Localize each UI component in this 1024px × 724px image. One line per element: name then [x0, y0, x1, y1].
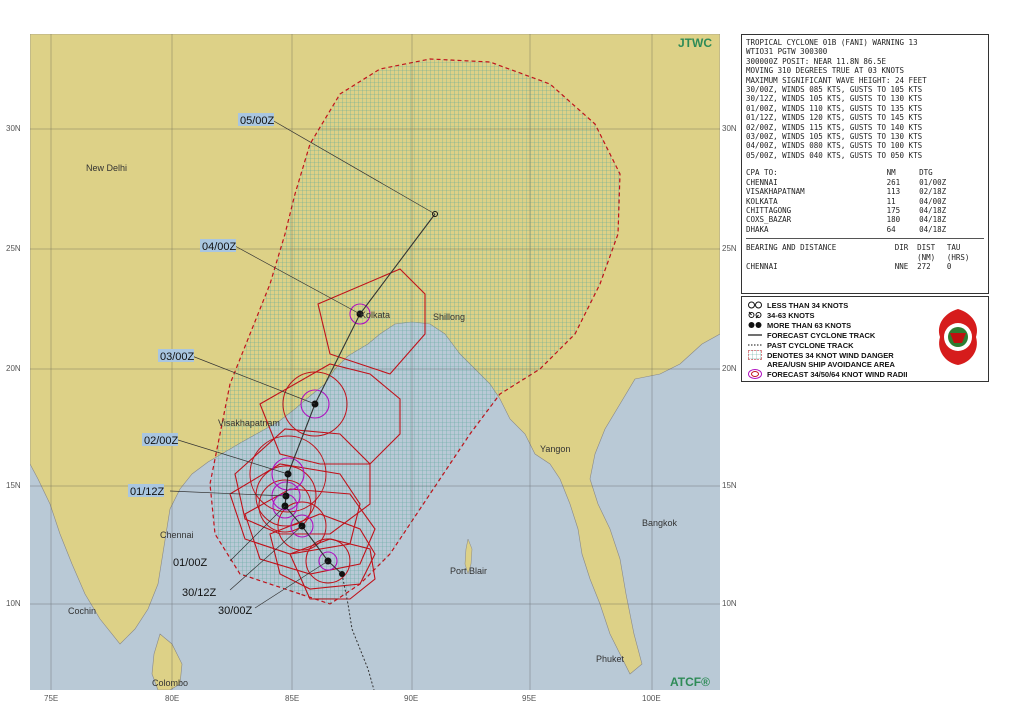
lon-label-95: 95E — [522, 694, 537, 703]
storm-filled-icon — [748, 320, 762, 330]
bearing-unit-nm: (NM) — [917, 252, 936, 262]
legend-item — [748, 310, 815, 320]
track-label-0112 — [128, 484, 165, 498]
warning-title: TROPICAL CYCLONE 01B (FANI) WARNING 13 — [746, 38, 918, 47]
cpa-nm: 11 — [886, 196, 896, 206]
warning-line: 01/12Z, WINDS 120 KTS, GUSTS TO 145 KTS — [746, 113, 923, 123]
warning-line: 300000Z POSIT: NEAR 11.8N 86.5E — [746, 56, 886, 66]
bearing-table — [746, 243, 984, 271]
warning-line: 04/00Z, WINDS 080 KTS, GUSTS TO 100 KTS — [746, 141, 923, 151]
city-yangon: Yangon — [540, 444, 571, 454]
city-bangkok: Bangkok — [642, 518, 678, 528]
storm-symbol-icon — [748, 310, 762, 320]
bearing-header-dist: DIST — [917, 243, 936, 253]
wind-radii-icon — [748, 369, 762, 379]
warning-line: MOVING 310 DEGREES TRUE AT 03 KNOTS — [746, 66, 905, 76]
city-visakhapatnam: Visakhapatnam — [218, 418, 280, 428]
bearing-dist: 272 — [917, 261, 931, 271]
track-label-03 — [158, 349, 195, 363]
svg-text:05/00Z: 05/00Z — [240, 115, 275, 127]
cpa-dtg: 04/18Z — [919, 215, 947, 225]
warning-panel — [741, 34, 989, 294]
lat-label-left-30: 30N — [6, 124, 21, 133]
cpa-place: CHENNAI — [746, 177, 778, 187]
cpa-nm: 261 — [886, 177, 901, 187]
bearing-place: CHENNAI — [746, 261, 778, 271]
cpa-place: CHITTAGONG — [746, 205, 792, 215]
legend-item — [748, 300, 848, 310]
lat-label-right-15: 15N — [722, 481, 737, 490]
warning-line: 30/12Z, WINDS 105 KTS, GUSTS TO 130 KTS — [746, 94, 923, 104]
legend-label: MORE THAN 63 KNOTS — [767, 320, 852, 330]
legend-panel — [741, 296, 989, 382]
cpa-place: DHAKA — [746, 224, 769, 234]
lat-label-right-20: 20N — [722, 364, 737, 373]
lon-label-75: 75E — [44, 694, 59, 703]
cpa-place: VISAKHAPATNAM — [746, 187, 805, 197]
table-row — [746, 215, 984, 224]
cyclone-map — [30, 34, 720, 690]
warning-line: 03/00Z, WINDS 105 KTS, GUSTS TO 130 KTS — [746, 132, 923, 142]
city-port-blair: Port Blair — [450, 566, 488, 576]
warning-line: 30/00Z, WINDS 085 KTS, GUSTS TO 105 KTS — [746, 85, 923, 95]
org-label-top: JTWC — [678, 36, 712, 50]
lat-label-left-20: 20N — [6, 364, 21, 373]
track-label-05 — [238, 113, 275, 127]
cpa-dtg: 04/00Z — [919, 196, 947, 206]
bearing-tau: 0 — [946, 261, 952, 271]
lon-label-80: 80E — [165, 694, 180, 703]
cpa-header-place: CPA TO: — [746, 168, 778, 178]
legend-item — [748, 340, 854, 350]
track-label-3012: 30/12Z — [182, 587, 217, 599]
cpa-place: KOLKATA — [746, 196, 778, 206]
cpa-dtg: 04/18Z — [919, 205, 947, 215]
legend-label: DENOTES 34 KNOT WIND DANGER — [767, 350, 894, 360]
table-row — [746, 197, 984, 206]
track-label-0100: 01/00Z — [173, 557, 208, 569]
warning-line: 02/00Z, WINDS 115 KTS, GUSTS TO 140 KTS — [746, 122, 923, 132]
legend-item — [748, 320, 851, 330]
warning-line: 05/00Z, WINDS 040 KTS, GUSTS TO 050 KTS — [746, 150, 923, 160]
lat-label-left-25: 25N — [6, 244, 21, 253]
city-chennai: Chennai — [160, 530, 194, 540]
bearing-dir: NNE — [894, 261, 909, 271]
dashed-line-icon — [748, 340, 762, 350]
svg-text:03/00Z: 03/00Z — [160, 351, 195, 363]
city-cochin: Cochin — [68, 606, 97, 616]
bearing-header: BEARING AND DISTANCE — [746, 243, 837, 253]
cpa-header-nm: NM — [886, 168, 896, 178]
warning-line: 01/00Z, WINDS 110 KTS, GUSTS TO 135 KTS — [746, 103, 923, 113]
bearing-header-tau: TAU — [946, 243, 961, 253]
bearing-header-dir: DIR — [894, 243, 909, 253]
lat-label-right-25: 25N — [722, 244, 737, 253]
svg-text:02/00Z: 02/00Z — [144, 435, 179, 447]
cpa-dtg: 02/18Z — [919, 187, 947, 197]
legend-item — [748, 330, 875, 340]
svg-text:04/00Z: 04/00Z — [202, 241, 237, 253]
city-new-delhi: New Delhi — [86, 163, 128, 173]
legend-label: FORECAST CYCLONE TRACK — [767, 330, 876, 340]
city-phuket: Phuket — [596, 654, 625, 664]
warning-line: MAXIMUM SIGNIFICANT WAVE HEIGHT: 24 FEET — [746, 75, 927, 85]
track-label-02 — [142, 433, 179, 447]
lat-label-left-15: 15N — [6, 481, 21, 490]
bearing-unit-hrs: (HRS) — [946, 252, 970, 262]
jtwc-seal-logo — [936, 307, 980, 367]
divider — [746, 238, 984, 239]
lat-label-right-10: 10N — [722, 599, 737, 608]
track-label-04 — [200, 239, 237, 253]
cpa-nm: 64 — [886, 224, 896, 234]
legend-item — [748, 369, 907, 379]
lon-label-100: 100E — [642, 694, 661, 703]
lon-label-85: 85E — [285, 694, 300, 703]
cpa-nm: 113 — [886, 187, 901, 197]
table-row — [746, 187, 984, 196]
cpa-header-dtg: DTG — [919, 168, 933, 178]
cpa-table — [746, 168, 984, 234]
track-label-3000: 30/00Z — [218, 605, 253, 617]
legend-label: AREA/USN SHIP AVOIDANCE AREA — [767, 359, 895, 369]
legend-label: FORECAST 34/50/64 KNOT WIND RADII — [767, 369, 908, 379]
table-row — [746, 262, 984, 271]
org-label-bottom: ATCF® — [670, 675, 710, 689]
lat-label-right-30: 30N — [722, 124, 737, 133]
legend-label: LESS THAN 34 KNOTS — [767, 300, 849, 310]
city-kolkata: Kolkata — [360, 310, 391, 320]
lon-label-90: 90E — [404, 694, 419, 703]
hatch-area-icon — [748, 350, 762, 360]
lat-label-left-10: 10N — [6, 599, 21, 608]
cpa-place: COXS_BAZAR — [746, 215, 792, 225]
solid-line-icon — [748, 330, 762, 340]
legend-item — [767, 359, 895, 369]
svg-text:01/12Z: 01/12Z — [130, 486, 165, 498]
warning-line: WTIO31 PGTW 300300 — [746, 47, 828, 57]
legend-label: 34-63 KNOTS — [767, 310, 815, 320]
table-row — [746, 225, 984, 234]
city-shillong: Shillong — [433, 312, 466, 322]
circle-open-icon — [748, 300, 762, 310]
table-row — [746, 206, 984, 215]
legend-label: PAST CYCLONE TRACK — [767, 340, 854, 350]
table-row — [746, 178, 984, 187]
cpa-nm: 175 — [886, 205, 901, 215]
cpa-dtg: 01/00Z — [919, 177, 947, 187]
city-colombo: Colombo — [152, 678, 189, 688]
cpa-nm: 180 — [886, 215, 901, 225]
cpa-dtg: 04/18Z — [919, 224, 947, 234]
